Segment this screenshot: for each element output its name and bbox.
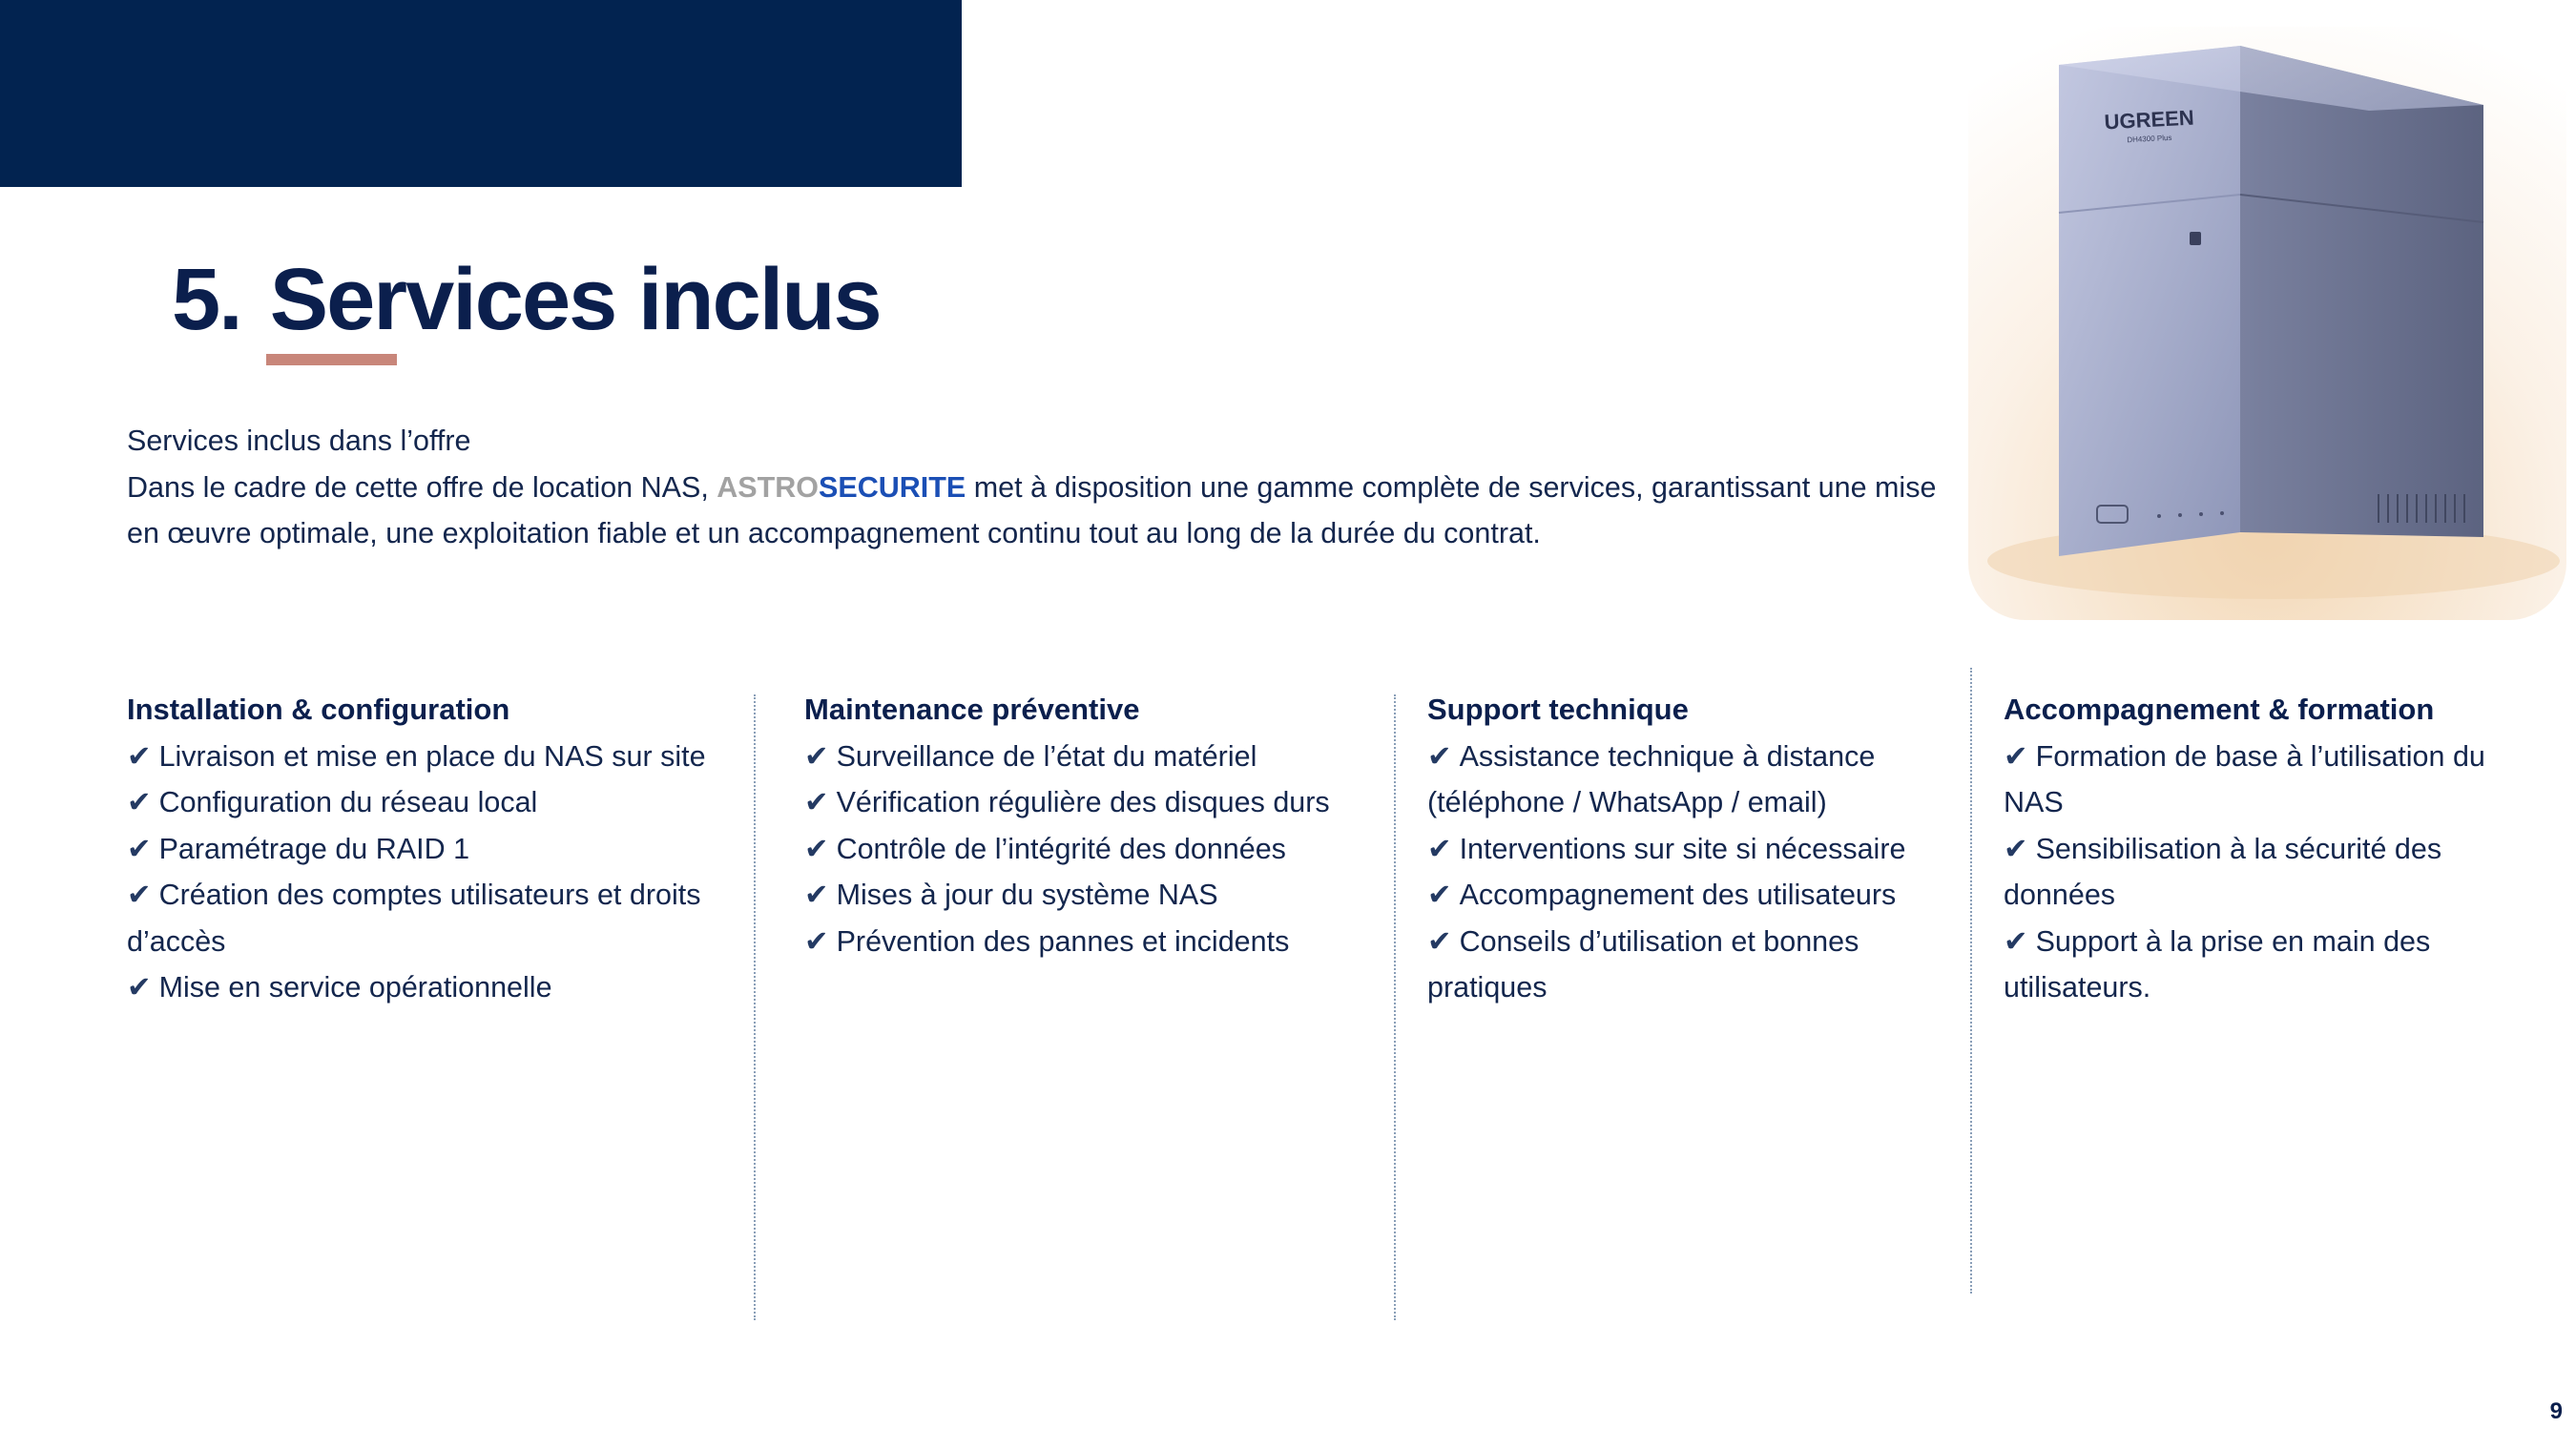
- service-column-formation: [2004, 687, 2538, 1011]
- check-icon: ✔: [804, 879, 829, 911]
- check-icon: ✔: [127, 786, 152, 818]
- list-item: [1427, 872, 1962, 919]
- list-item-text: Mises à jour du système NAS: [836, 879, 1218, 911]
- list-item-text: Accompagnement des utilisateurs: [1459, 879, 1897, 911]
- service-column-installation: [127, 687, 737, 1011]
- support-list: [1427, 734, 1962, 1011]
- check-icon: ✔: [804, 786, 829, 818]
- intro-block: [127, 418, 1940, 557]
- check-icon: ✔: [2004, 832, 2028, 865]
- list-item-text: Paramétrage du RAID 1: [158, 832, 470, 865]
- list-item: [1427, 734, 1962, 826]
- section-title: Services inclus: [269, 251, 881, 348]
- column-divider: [1394, 694, 1396, 1320]
- list-item-text: Formation de base à l’utilisation du NAS: [2004, 739, 2485, 818]
- title-underline: [266, 354, 397, 365]
- list-item-text: Livraison et mise en place du NAS sur site: [158, 739, 706, 773]
- check-icon: ✔: [127, 879, 152, 911]
- check-icon: ✔: [1427, 739, 1452, 773]
- service-column-maintenance: [804, 687, 1386, 964]
- list-item: [804, 919, 1386, 965]
- list-item: [804, 734, 1386, 780]
- check-icon: ✔: [127, 739, 152, 773]
- column-title-installation: Installation & configuration: [127, 693, 510, 726]
- list-item: [1427, 919, 1962, 1011]
- list-item: [804, 779, 1386, 826]
- list-item: [127, 779, 737, 826]
- intro-text-before: Dans le cadre de cette offre de location NAS,: [127, 470, 717, 504]
- list-item: [804, 826, 1386, 873]
- list-item-text: Conseils d’utilisation et bonnes pratiques: [1427, 924, 1859, 1004]
- check-icon: ✔: [804, 924, 829, 958]
- page-number: 9: [2549, 1398, 2563, 1424]
- intro-text-after: met à disposition une gamme complète de services, garantissant une mise en œuvre optimale, une exploitation fiable et un accompagnement continu tout au long de la durée du contrat.: [127, 470, 1937, 549]
- service-column-support: [1427, 687, 1962, 1011]
- check-icon: ✔: [127, 971, 152, 1004]
- list-item-text: Vérification régulière des disques durs: [836, 786, 1330, 818]
- page-title: [172, 250, 881, 350]
- list-item: [1427, 826, 1962, 873]
- device-brand-label: UGREEN: [2103, 105, 2195, 135]
- check-icon: ✔: [1427, 879, 1452, 911]
- nas-product-photo: [1968, 27, 2566, 620]
- brand-name-securite: SECURITE: [819, 470, 966, 504]
- brand-name-astro: ASTRO: [717, 470, 820, 504]
- check-icon: ✔: [2004, 739, 2028, 773]
- list-item: [127, 826, 737, 873]
- maintenance-list: [804, 734, 1386, 965]
- list-item-text: Création des comptes utilisateurs et droits d’accès: [127, 879, 701, 958]
- list-item-text: Mise en service opérationnelle: [158, 971, 552, 1004]
- list-item: [2004, 826, 2538, 919]
- column-title-support: Support technique: [1427, 693, 1689, 726]
- list-item-text: Configuration du réseau local: [158, 786, 538, 818]
- check-icon: ✔: [1427, 924, 1452, 958]
- check-icon: ✔: [127, 832, 152, 865]
- list-item-text: Prévention des pannes et incidents: [836, 924, 1290, 958]
- list-item-text: Interventions sur site si nécessaire: [1459, 832, 1906, 865]
- intro-paragraph: [127, 465, 1940, 557]
- section-number: 5.: [172, 251, 241, 348]
- list-item-text: Sensibilisation à la sécurité des données: [2004, 832, 2442, 911]
- list-item: [127, 872, 737, 964]
- list-item: [127, 734, 737, 780]
- list-item: [2004, 919, 2538, 1011]
- formation-list: [2004, 734, 2538, 1011]
- list-item-text: Surveillance de l’état du matériel: [836, 739, 1257, 773]
- header-band: [0, 0, 962, 187]
- installation-list: [127, 734, 737, 1011]
- list-item-text: Assistance technique à distance (téléphone / WhatsApp / email): [1427, 739, 1876, 818]
- column-divider: [754, 694, 756, 1320]
- check-icon: ✔: [2004, 924, 2028, 958]
- column-divider: [1970, 668, 1972, 1294]
- check-icon: ✔: [1427, 832, 1452, 865]
- column-title-maintenance: Maintenance préventive: [804, 693, 1140, 726]
- list-item-text: Support à la prise en main des utilisateurs.: [2004, 924, 2431, 1004]
- list-item: [127, 964, 737, 1011]
- check-icon: ✔: [804, 739, 829, 773]
- list-item: [804, 872, 1386, 919]
- column-title-formation: Accompagnement & formation: [2004, 693, 2435, 726]
- intro-lead: Services inclus dans l’offre: [127, 424, 471, 457]
- list-item-text: Contrôle de l’intégrité des données: [836, 832, 1286, 865]
- list-item: [2004, 734, 2538, 826]
- device-model-label: DH4300 Plus: [2127, 133, 2172, 145]
- check-icon: ✔: [804, 832, 829, 865]
